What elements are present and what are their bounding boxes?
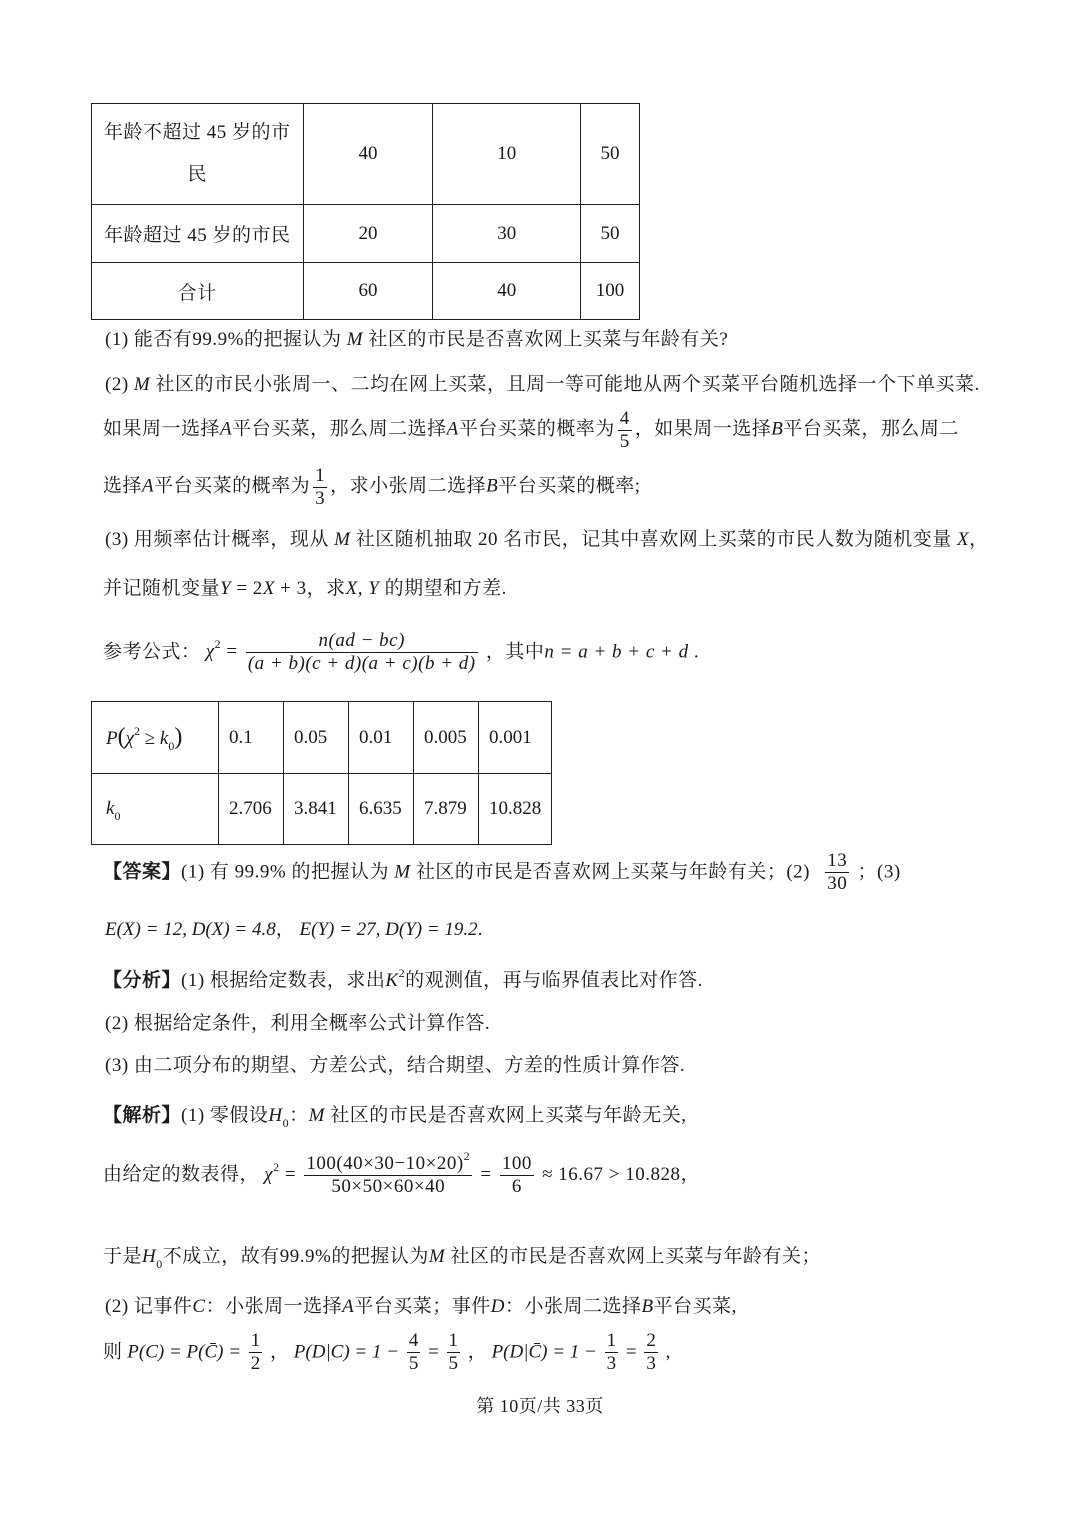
k0-label-cell: $k_0$: [92, 774, 219, 845]
alpha-cell: 0.01: [349, 702, 414, 774]
table-row: [92, 774, 552, 845]
fraction-1-2: $\frac{1}{2}$: [250, 1330, 261, 1374]
table-cell: 10: [433, 104, 581, 205]
question-2-line-2: 如果周一选择A平台买菜，那么周二选择A平台买菜的概率为 $\frac{4}{5}$ ，如果周一选择B平台买菜，那么周二: [103, 408, 959, 452]
analysis-line-2: (2) 根据给定条件，利用全概率公式计算作答.: [105, 1013, 491, 1034]
solution-line-3: 于是$H_0$不成立，故有99.9%的把握认为M 社区的市民是否喜欢网上买菜与年龄有关；: [103, 1246, 821, 1271]
solution-line-5: 则 P(C) = P(C̄) = $\frac{1}{2}$ ， P(D|C) = 1 − $\frac{4}{5}$ = $\frac{1}{5}$ ， P(D|C̄) = 1 − $\frac{1}{3}$ = $\frac{2}{3}$ ,: [103, 1330, 671, 1374]
chi-square-computation: $\frac{100(40\times 30-10\times 20)^2}{50\times 50\times 60\times 40}$: [306, 1149, 471, 1197]
chi-square-fraction: $\frac{n(ad - bc)}{(a + b)(c + d)(a + c)(b + d)}$: [247, 630, 476, 674]
question-1: (1) 能否有99.9%的把握认为 M 社区的市民是否喜欢网上买菜与年龄有关?: [105, 329, 729, 350]
table-cell: 60: [303, 263, 433, 320]
table-cell: 50: [581, 104, 640, 205]
row-label: 合计: [92, 263, 304, 320]
question-3-line-1: (3) 用频率估计概率，现从 M 社区随机抽取 20 名市民，记其中喜欢网上买菜的市民人数为随机变量 X，: [105, 529, 989, 550]
fraction-2-3: $\frac{2}{3}$: [646, 1330, 656, 1374]
table-cell: 20: [303, 205, 433, 263]
alpha-cell: 0.005: [414, 702, 479, 774]
question-3-line-2: 并记随机变量Y = 2X + 3，求X, Y 的期望和方差.: [103, 578, 507, 599]
question-2-line-1: (2) M 社区的市民小张周一、二均在网上买菜，且周一等可能地从两个买菜平台随机选择一个下单买菜.: [105, 374, 980, 395]
alpha-cell: 0.1: [219, 702, 284, 774]
fraction-13-30: $\frac{13}{30}$: [827, 850, 848, 894]
solution-line-1: 【解析】(1) 零假设$H_0$：M 社区的市民是否喜欢网上买菜与年龄无关,: [103, 1105, 687, 1130]
k-value-cell: 7.879: [414, 774, 479, 845]
table-row: [92, 104, 640, 205]
analysis-line-1: 【分析】(1) 根据给定数表，求出$K^2$的观测值，再与临界值表比对作答.: [103, 966, 703, 991]
row-label: 年龄不超过 45 岁的市 民: [92, 104, 304, 205]
answer-line-1: 【答案】(1) 有 99.9% 的把握认为 M 社区的市民是否喜欢网上买菜与年龄有关；(2) $\frac{13}{30}$ ；(3): [103, 850, 901, 894]
reference-formula: 参考公式： $\chi^2$ = $\frac{n(ad - bc)}{(a + b)(c + d)(a + c)(b + d)}$ ，其中n = a + b + c + d .: [103, 630, 700, 674]
table-cell: 50: [581, 205, 640, 263]
solution-line-4: (2) 记事件C：小张周一选择A平台买菜；事件D：小张周二选择B平台买菜,: [105, 1296, 737, 1317]
table-row: [92, 263, 640, 320]
fraction-4-5b: $\frac{4}{5}$: [408, 1330, 419, 1374]
table-row: [92, 205, 640, 263]
k-value-cell: 6.635: [349, 774, 414, 845]
row-label: 年龄超过 45 岁的市民: [92, 205, 304, 263]
fraction-4-5: $\frac{4}{5}$: [619, 408, 630, 452]
k-value-cell: 3.841: [284, 774, 349, 845]
alpha-cell: 0.05: [284, 702, 349, 774]
contingency-table: [91, 103, 640, 320]
table-row: [92, 702, 552, 774]
analysis-line-3: (3) 由二项分布的期望、方差公式，结合期望、方差的性质计算作答.: [105, 1055, 686, 1076]
table-cell: 40: [433, 263, 581, 320]
k-value-cell: 2.706: [219, 774, 284, 845]
fraction-1-3: $\frac{1}{3}$: [315, 465, 326, 509]
table-cell: 100: [581, 263, 640, 320]
k-value-cell: 10.828: [479, 774, 552, 845]
answer-line-2: E(X) = 12, D(X) = 4.8， E(Y) = 27, D(Y) = 19.2.: [105, 919, 483, 940]
question-2-line-3: 选择A平台买菜的概率为 $\frac{1}{3}$ ，求小张周二选择B平台买菜的概率;: [103, 465, 641, 509]
table-cell: 40: [303, 104, 433, 205]
fraction-1-5: $\frac{1}{5}$: [448, 1330, 459, 1374]
table-cell: 30: [433, 205, 581, 263]
solution-line-2: 由给定的数表得， $\chi^2$ = $\frac{100(40\times 30-10\times 20)^2}{50\times 50\times 60\times 40}$ = $\frac{100}{6}$ ≈ 16.67 > 10.828，: [103, 1149, 701, 1197]
fraction-1-3b: $\frac{1}{3}$: [606, 1330, 617, 1374]
alpha-cell: 0.001: [479, 702, 552, 774]
p-label-cell: $P(\chi^2 \ge k_0)$: [92, 702, 219, 774]
critical-value-table: [91, 701, 552, 845]
page-footer: 第 10页/共 33页: [476, 1396, 604, 1416]
fraction-100-6: $\frac{100}{6}$: [501, 1153, 532, 1197]
